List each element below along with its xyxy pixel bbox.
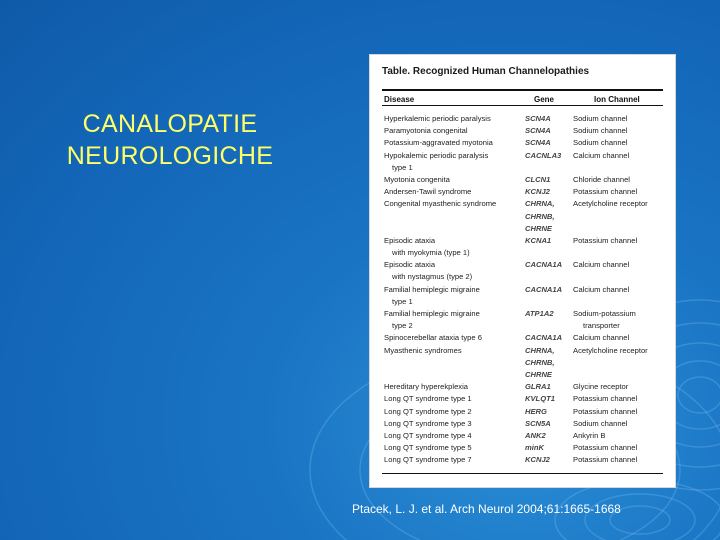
cell-gene: KCNJ2 (525, 455, 550, 465)
cell-disease: type 1 (392, 162, 413, 172)
cell-disease: Long QT syndrome type 2 (384, 406, 472, 416)
table-row (370, 284, 675, 296)
cell-gene: CHRNA, (525, 199, 555, 209)
cell-ion-channel: Glycine receptor (573, 382, 629, 392)
table-row (370, 162, 675, 174)
table-row (370, 198, 675, 210)
cell-gene: SCN4A (525, 126, 551, 136)
cell-gene: CACNLA3 (525, 150, 562, 160)
cell-ion-channel: Acetylcholine receptor (573, 345, 648, 355)
cell-ion-channel: Potassium channel (573, 394, 638, 404)
table-row (370, 211, 675, 223)
table-row (370, 454, 675, 466)
cell-gene: CHRNB, (525, 211, 555, 221)
cell-ion-channel: Calcium channel (573, 150, 630, 160)
cell-gene: CACNA1A (525, 333, 563, 343)
cell-gene: CHRNA, (525, 345, 555, 355)
cell-disease: Congenital myasthenic syndrome (384, 199, 497, 209)
cell-gene: KCNA1 (525, 235, 552, 245)
cell-gene: ATP1A2 (525, 309, 554, 318)
cell-gene: CACNA1A (525, 260, 563, 270)
cell-ion-channel: Potassium channel (573, 187, 638, 197)
table-row (370, 345, 675, 357)
table-row (370, 320, 675, 332)
table-top-rule (382, 89, 663, 91)
table-body (370, 113, 675, 466)
cell-gene: KCNJ2 (525, 187, 550, 197)
cell-disease: Hereditary hyperekplexia (384, 382, 468, 392)
cell-disease: Andersen-Tawil syndrome (384, 187, 472, 197)
table-row (370, 381, 675, 393)
cell-ion-channel: Potassium channel (573, 235, 638, 245)
table-row (370, 235, 675, 247)
table-row (370, 259, 675, 271)
cell-gene: KVLQT1 (525, 394, 555, 404)
header-gene: Gene (534, 95, 555, 104)
cell-disease: Hyperkalemic periodic paralysis (384, 114, 491, 123)
cell-ion-channel: Ankyrin B (573, 430, 606, 440)
cell-gene: CHRNE (525, 223, 553, 233)
cell-disease: with myokymia (type 1) (392, 248, 470, 258)
table-row (370, 271, 675, 283)
cell-ion-channel: Sodium channel (573, 114, 628, 123)
table-row (370, 418, 675, 430)
table-row (370, 406, 675, 418)
cell-disease: Potassium-aggravated myotonia (384, 138, 493, 148)
cell-disease: Long QT syndrome type 5 (384, 443, 472, 453)
table-row (370, 150, 675, 162)
cell-gene: CHRNE (525, 369, 553, 379)
cell-ion-channel: Calcium channel (573, 284, 630, 294)
cell-ion-channel: Sodium channel (573, 418, 628, 428)
slide-title (52, 108, 288, 172)
cell-disease: Paramyotonia congenital (384, 126, 468, 136)
cell-disease: type 1 (392, 296, 413, 306)
cell-disease: Episodic ataxia (384, 235, 436, 245)
slide-title-line-1: CANALOPATIE (82, 110, 258, 138)
cell-gene: SCN4A (525, 138, 551, 148)
table-row (370, 186, 675, 198)
cell-disease: Long QT syndrome type 7 (384, 455, 472, 465)
table-row (370, 357, 675, 369)
table-row (370, 442, 675, 454)
cell-ion-channel: Acetylcholine receptor (573, 199, 648, 209)
table-bottom-rule (382, 473, 663, 474)
table-row (370, 308, 675, 320)
cell-gene: CACNA1A (525, 284, 563, 294)
cell-ion-channel: Sodium channel (573, 126, 628, 136)
header-ion-channel: Ion Channel (594, 95, 640, 104)
table-row (370, 393, 675, 405)
table-row (370, 174, 675, 186)
cell-disease: Myotonia congenita (384, 174, 450, 184)
cell-ion-channel: Sodium-potassium (573, 309, 636, 318)
cell-gene: SCN4A (525, 114, 551, 123)
cell-gene: GLRA1 (525, 382, 551, 392)
table-row (370, 369, 675, 381)
slide-title-line-2: NEUROLOGICHE (66, 142, 274, 170)
table-header-rule (382, 105, 663, 106)
cell-disease: Long QT syndrome type 4 (384, 430, 472, 440)
cell-disease: Familial hemiplegic migraine (384, 284, 480, 294)
header-disease: Disease (384, 95, 415, 104)
cell-ion-channel: Calcium channel (573, 333, 630, 343)
cell-gene: CLCN1 (525, 174, 551, 184)
table-row (370, 137, 675, 149)
table-row (370, 125, 675, 137)
table-title: Table. Recognized Human Channelopathies (382, 66, 590, 77)
channelopathies-table-card (370, 55, 675, 487)
cell-disease: type 2 (392, 321, 413, 331)
table-row (370, 430, 675, 442)
cell-disease: Myasthenic syndromes (384, 345, 462, 355)
cell-disease: Spinocerebellar ataxia type 6 (384, 333, 482, 343)
cell-ion-channel: Potassium channel (573, 455, 638, 465)
cell-gene: SCN5A (525, 418, 551, 428)
cell-ion-channel: Potassium channel (573, 406, 638, 416)
table-row (370, 332, 675, 344)
citation: Ptacek, L. J. et al. Arch Neurol 2004;61:1665-1668 (352, 502, 621, 516)
cell-disease: Episodic ataxia (384, 260, 436, 270)
cell-ion-channel: Chloride channel (573, 174, 630, 184)
cell-ion-channel: transporter (583, 321, 620, 331)
cell-ion-channel: Sodium channel (573, 138, 628, 148)
cell-disease: with nystagmus (type 2) (392, 272, 473, 282)
table-row (370, 296, 675, 308)
cell-gene: HERG (525, 406, 547, 416)
table-row (370, 223, 675, 235)
cell-ion-channel: Calcium channel (573, 260, 630, 270)
cell-disease: Long QT syndrome type 1 (384, 394, 472, 404)
cell-disease: Hypokalemic periodic paralysis (384, 150, 489, 160)
table-row (370, 247, 675, 259)
cell-gene: minK (525, 443, 544, 453)
cell-disease: Familial hemiplegic migraine (384, 309, 480, 318)
cell-gene: ANK2 (525, 430, 546, 440)
table-row (370, 113, 675, 125)
cell-ion-channel: Potassium channel (573, 443, 638, 453)
cell-disease: Long QT syndrome type 3 (384, 418, 472, 428)
cell-gene: CHRNB, (525, 357, 555, 367)
